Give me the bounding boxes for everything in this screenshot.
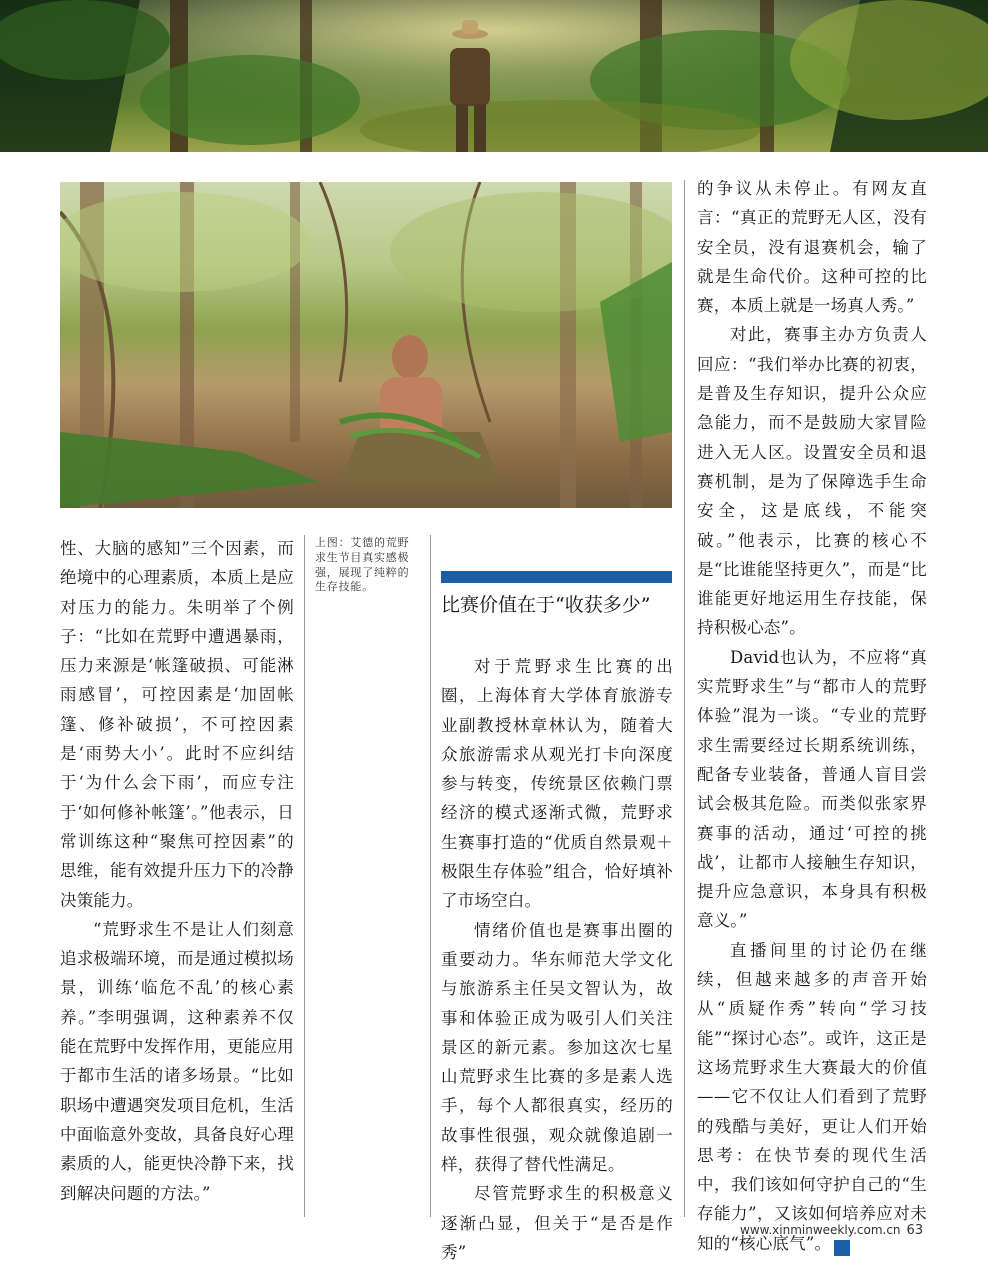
- paragraph: “荒野求生不是让人们刻意追求极端环境，而是通过模拟场景，训练‘临危不乱’的核心素养。”李明强调，这种素养不仅能在荒野中发挥作用，更能应用于都市生活的诸多场景。“比如职场中遭遇突发项目危机，生活中面临意外变故，具备良好心理素质的人，能更快冷静下来，找到解决问题的方法。”: [60, 919, 294, 1203]
- paragraph: David也认为，不应将“真实荒野求生”与“都市人的荒野体验”混为一谈。“专业的荒野求生需要经过长期系统训练，配备专业装备，普通人盲目尝试会极其危险。而类似张家界赛事的活动，通过‘可控的挑战’，让都市人接触生存知识，提升应急意识，本身具有积极意义。”: [697, 647, 927, 931]
- paragraph: [697, 936, 927, 1258]
- middle-column: [441, 652, 673, 1267]
- paragraph: 性、大脑的感知”三个因素，而绝境中的心理素质，本质上是应对压力的能力。朱明举了个例子：“比如在荒野中遭遇暴雨，压力来源是‘帐篷破损、可能淋雨感冒’，可控因素是‘加固帐篷、修补破损’，不可控因素是‘雨势大小’。此时不应纠结于‘为什么会下雨’，而应专注于‘如何修补帐篷’。”他表示，日常训练这种“聚焦可控因素”的思维，能有效提升压力下的冷静决策能力。: [60, 539, 294, 910]
- page-footer: [740, 1223, 940, 1238]
- column-divider: [684, 180, 685, 1217]
- section-heading: 比赛价值在于“收获多少”: [441, 594, 651, 616]
- column-divider: [430, 535, 431, 1217]
- man-weaving-illustration: [60, 182, 672, 508]
- main-photo: [60, 182, 672, 508]
- paragraph: 对于荒野求生比赛的出圈，上海体育大学体育旅游专业副教授林章林认为，随着大众旅游需求从观光打卡向深度参与转变，传统景区依赖门票经济的模式逐渐式微，荒野求生赛事打造的“优质自然景观＋极限生存体验”组合，恰好填补了市场空白。: [441, 657, 673, 911]
- footer-url: www.xinminweekly.com.cn: [740, 1223, 901, 1237]
- paragraph: 情绪价值也是赛事出圈的重要动力。华东师范大学文化与旅游系主任吴文智认为，故事和体验正成为吸引人们关注景区的新元素。参加这次七星山荒野求生比赛的多是素人选手，每个人都很真实，经历的故事性很强，观众就像追剧一样，获得了替代性满足。: [441, 920, 673, 1175]
- paragraph-text: 直播间里的讨论仍在继续，但越来越多的声音开始从“质疑作秀”转向“学习技能”“探讨心态”。或许，这正是这场荒野求生大赛最大的价值——它不仅让人们看到了荒野的残酷与美好，更让人们开始思考：在快节奏的现代生活中，我们该如何守护自己的“生存能力”，又该如何培养应对未知的“核心底气”。: [697, 940, 927, 1253]
- jungle-illustration: [0, 0, 988, 152]
- page-number: 63: [906, 1223, 924, 1238]
- section-heading-bar: [441, 571, 672, 583]
- photo-caption: 上图：艾德的荒野求生节目真实感极强，展现了纯粹的生存技能。: [315, 536, 410, 594]
- paragraph: 尽管荒野求生的积极意义逐渐凸显，但关于“是否是作秀”: [441, 1184, 673, 1262]
- column-divider: [304, 535, 305, 1217]
- right-column: [697, 174, 927, 1258]
- paragraph: 的争议从未停止。有网友直言：“真正的荒野无人区，没有安全员，没有退赛机会，输了就是生命代价。这种可控的比赛，本质上就是一场真人秀。”: [697, 179, 927, 316]
- top-banner-image: [0, 0, 988, 152]
- paragraph: 对此，赛事主办方负责人回应：“我们举办比赛的初衷，是普及生存知识，提升公众应急能力，而不是鼓励大家冒险进入无人区。设置安全员和退赛机制，是为了保障选手生命安全，这是底线，不能突破。”他表示，比赛的核心不是“比谁能坚持更久”，而是“比谁能更好地运用生存技能，保持积极心态”。: [697, 325, 927, 638]
- end-mark-icon: 民: [834, 1240, 850, 1256]
- left-column: [60, 534, 294, 1208]
